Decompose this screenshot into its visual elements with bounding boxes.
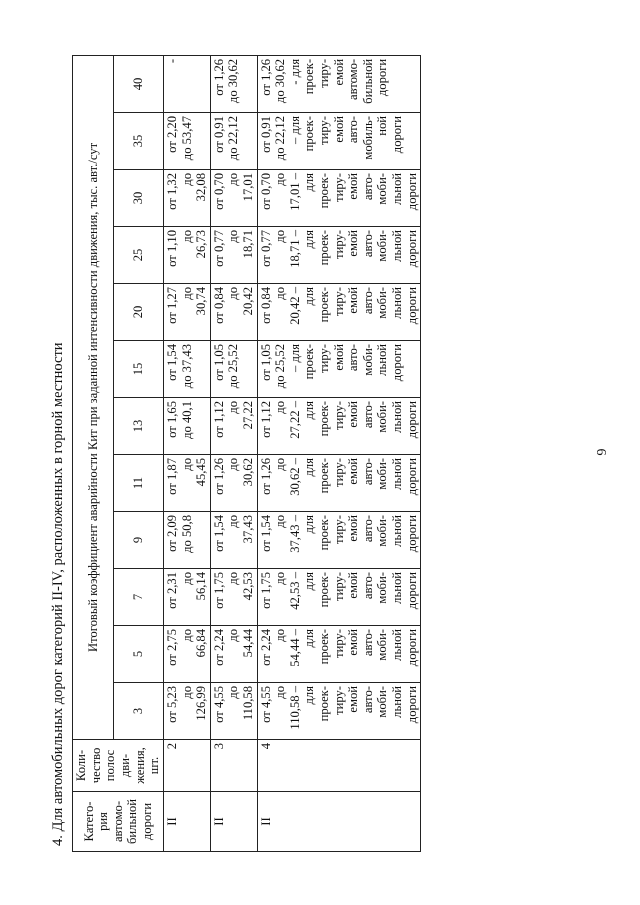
page-number: 6 — [593, 448, 608, 456]
table-cell: от 1,54 до 37,43 — [210, 512, 257, 569]
table-cell: от 0,77 до 18,71 — [210, 227, 257, 284]
table-cell: от 0,91 до 22,12 — [210, 113, 257, 170]
rotated-content — [50, 52, 590, 852]
header-intensity: 3 — [114, 683, 164, 740]
header-intensity: 5 — [114, 626, 164, 683]
table-cell: - — [164, 55, 211, 112]
table-cell: от 2,24 до 54,44 – для проек- тиру- емой авто- моби- льной дороги — [257, 626, 421, 683]
header-intensity: 15 — [114, 341, 164, 398]
table-cell: от 1,12 до 27,22 – для проек- тиру- емой авто- моби- льной дороги — [257, 398, 421, 455]
table-cell: от 0,70 до 17,01 – для проек- тиру- емой авто- моби- льной дороги — [257, 170, 421, 227]
table-cell: от 1,32 до 32,08 — [164, 170, 211, 227]
table-cell: от 2,24 до 54,44 — [210, 626, 257, 683]
table-cell: от 1,26 до 30,62 — [210, 455, 257, 512]
table-header-intensities — [114, 55, 164, 851]
table-row — [257, 55, 421, 851]
table-cell: от 1,75 до 42,53 – для проек- тиру- емой авто- моби- льной дороги — [257, 569, 421, 626]
header-intensity: 30 — [114, 170, 164, 227]
header-intensity: 7 — [114, 569, 164, 626]
header-intensity: 11 — [114, 455, 164, 512]
table-cell: от 1,10 до 26,73 — [164, 227, 211, 284]
row-lanes: 3 — [210, 740, 257, 792]
table-cell: от 1,26 до 30,62 — [210, 55, 257, 112]
table-cell: от 2,31 до 56,14 — [164, 569, 211, 626]
table-header-row — [73, 55, 114, 851]
table-cell: от 1,05 до 25,52 – для проек- тиру- емой авто- моби- льной дороги — [257, 341, 421, 398]
table-cell: от 0,84 до 20,42 — [210, 284, 257, 341]
table-cell: от 2,20 до 53,47 — [164, 113, 211, 170]
table-cell: от 1,87 до 45,45 — [164, 455, 211, 512]
row-category: II — [210, 792, 257, 852]
table-cell: от 5,23 до 126,99 — [164, 683, 211, 740]
table-cell: от 2,75 до 66,84 — [164, 626, 211, 683]
header-intensity: 35 — [114, 113, 164, 170]
header-lanes: Коли- чество полос дви- жения, шт. — [73, 740, 164, 792]
row-lanes: 2 — [164, 740, 211, 792]
table-row — [210, 55, 257, 851]
table-cell: от 0,77 до 18,71 – для проек- тиру- емой авто- моби- льной дороги — [257, 227, 421, 284]
table-cell: от 1,26 до 30,62 - для проек- тиру- емой автомо- бильной дороги — [257, 55, 421, 112]
table-cell: от 2,09 до 50,8 — [164, 512, 211, 569]
table-cell: от 1,65 до 40,1 — [164, 398, 211, 455]
header-category: Катего- рия автомо- бильной дороги — [73, 792, 164, 852]
row-category: II — [257, 792, 421, 852]
table-cell: от 1,26 до 30,62 – для проек- тиру- емой авто- моби- льной дороги — [257, 455, 421, 512]
table-cell: от 1,54 до 37,43 – для проек- тиру- емой авто- моби- льной дороги — [257, 512, 421, 569]
table-body — [164, 55, 421, 851]
table-cell: от 0,70 до 17,01 — [210, 170, 257, 227]
header-coefficient-group: Итоговый коэффициент аварийности Кит при заданной интенсивности движения, тыс. авт./сут — [73, 55, 114, 739]
table-cell: от 0,84 до 20,42 – для проек- тиру- емой авто- моби- льной дороги — [257, 284, 421, 341]
header-intensity: 40 — [114, 55, 164, 112]
table-cell: от 1,05 до 25,52 — [210, 341, 257, 398]
header-intensity: 9 — [114, 512, 164, 569]
accident-coefficient-table — [72, 55, 421, 852]
header-intensity: 25 — [114, 227, 164, 284]
section-heading: 4. Для автомобильных дорог категорий II-IV, расположенных в горной местности — [50, 342, 66, 846]
table-cell: от 4,55 до 110,58 – для проек- тиру- емой авто- моби- льной дороги — [257, 683, 421, 740]
table-cell: от 0,91 до 22,12 – для проек- тиру- емой авто- мобиль- ной дороги — [257, 113, 421, 170]
table-row — [164, 55, 211, 851]
table-cell: от 1,75 до 42,53 — [210, 569, 257, 626]
table-cell: от 1,54 до 37,43 — [164, 341, 211, 398]
header-intensity: 20 — [114, 284, 164, 341]
row-lanes: 4 — [257, 740, 421, 792]
table-cell: от 4,55 до 110,58 — [210, 683, 257, 740]
row-category: II — [164, 792, 211, 852]
table-cell: от 1,12 до 27,22 — [210, 398, 257, 455]
table-cell: от 1,27 до 30,74 — [164, 284, 211, 341]
header-intensity: 13 — [114, 398, 164, 455]
